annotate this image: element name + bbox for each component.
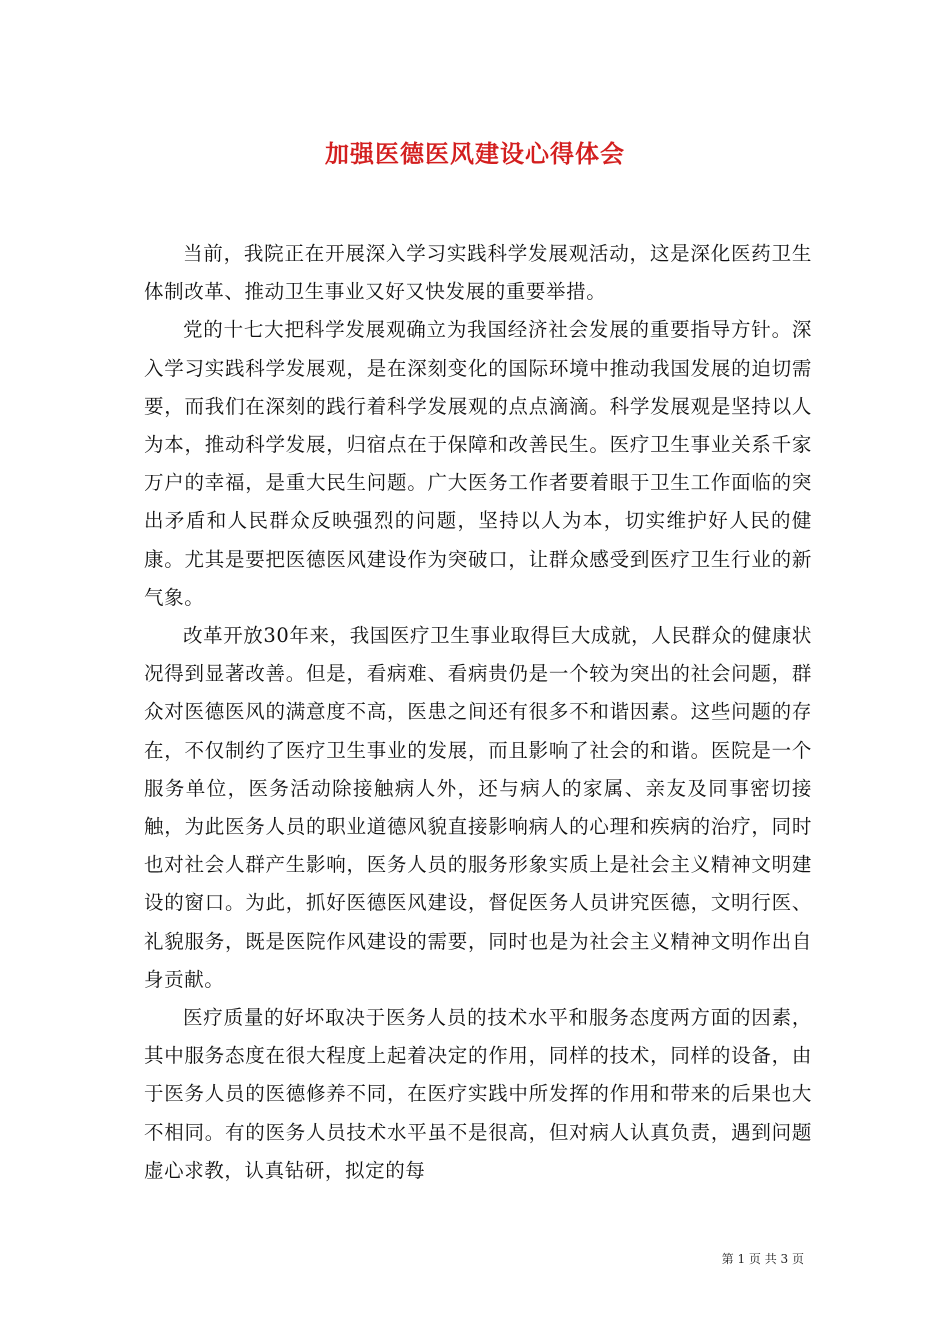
paragraph: 党的十七大把科学发展观确立为我国经济社会发展的重要指导方针。深入学习实践科学发展观，是在深刻变化的国际环境中推动我国发展的迫切需要，而我们在深刻的践行着科学发展观的点点滴滴。科学发展观是坚持以人为本，推动科学发展，归宿点在于保障和改善民生。医疗卫生事业关系千家万户的幸福，是重大民生问题。广大医务工作者要着眼于卫生工作面临的突出矛盾和人民群众反映强烈的问题，坚持以人为本，切实维护好人民的健康。尤其是要把医德医风建设作为突破口，让群众感受到医疗卫生行业的新气象。 (144, 318, 812, 609)
document-body (144, 235, 812, 1190)
page-number: 第 1 页 共 3 页 (721, 1252, 804, 1266)
paragraph: 医疗质量的好坏取决于医务人员的技术水平和服务态度两方面的因素，其中服务态度在很大程度上起着决定的作用，同样的技术，同样的设备，由于医务人员的医德修养不同，在医疗实践中所发挥的作用和带来的后果也大不相同。有的医务人员技术水平虽不是很高，但对病人认真负责，遇到问题虚心求教，认真钻研，拟定的每 (144, 1006, 812, 1182)
document-title: 加强医德医风建设心得体会 (325, 139, 625, 168)
paragraph: 改革开放30年来，我国医疗卫生事业取得巨大成就，人民群众的健康状况得到显著改善。但是，看病难、看病贵仍是一个较为突出的社会问题，群众对医德医风的满意度不高，医患之间还有很多不和谐因素。这些问题的存在，不仅制约了医疗卫生事业的发展，而且影响了社会的和谐。医院是一个服务单位，医务活动除接触病人外，还与病人的家属、亲友及同事密切接触，为此医务人员的职业道德风貌直接影响病人的心理和疾病的治疗，同时也对社会人群产生影响，医务人员的服务形象实质上是社会主义精神文明建设的窗口。为此，抓好医德医风建设，督促医务人员讲究医德，文明行医、礼貌服务，既是医院作风建设的需要，同时也是为社会主义精神文明作出自身贡献。 (144, 624, 813, 991)
paragraph: 当前，我院正在开展深入学习实践科学发展观活动，这是深化医药卫生体制改革、推动卫生事业又好又快发展的重要举措。 (144, 242, 812, 304)
